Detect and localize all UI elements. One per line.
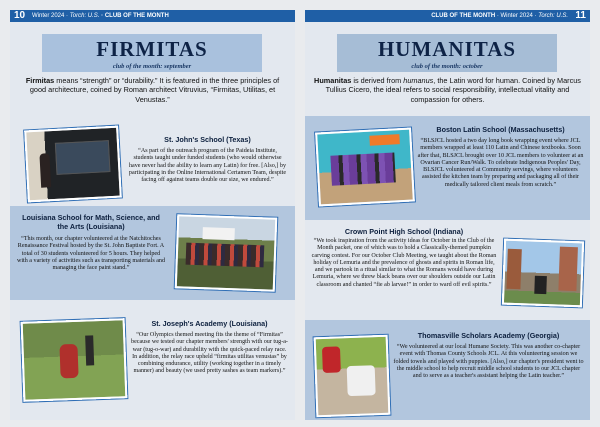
header-bar <box>10 10 295 22</box>
header-issue: Winter 2024 · <box>32 13 70 19</box>
school-block <box>305 320 590 420</box>
intro-text <box>313 76 582 104</box>
intro-term: Firmitas <box>25 76 55 85</box>
header-publication: Torch: U.S. <box>69 13 100 19</box>
school-quote: “We took inspiration from the activity ideas for October in the Club of the Month packet, one of which was to hold a Classically-themed pumpkin carving contest. For our October Club Meeting, we taught about the Roman holiday of Lemuria and the prevalence of ghosts and spirits in Roman life, and we partook in a ritual similar to what the Romans would have during Lemuria, where we threw black beans over our shoulders outside our Latin classroom and chanted “fie ab larvae!” in order to ward off evil spirits.” <box>311 238 497 288</box>
school-photo <box>175 214 278 291</box>
intro-body: , the Latin word for human. Coined by Marcus Tullius Cicero, the ideal refers to social responsibility, intellectual vitality and compassion for others. <box>325 76 581 104</box>
school-photo <box>315 128 415 207</box>
page-10 <box>10 10 295 420</box>
header-issue: · Winter 2024 · <box>495 13 539 19</box>
school-block <box>10 120 295 210</box>
school-name: Boston Latin School (Massachusetts) <box>436 125 565 134</box>
title-box <box>42 34 262 72</box>
school-block <box>10 206 295 300</box>
school-photo <box>314 335 391 418</box>
school-quote: “BLSJCL hosted a two day long book wrapping event where JCL members wrapped at least 110 Latin and Chinese textbooks. Soon after that, BLSJCL brought over 10 JCL members to volunteer at an Ovarian Cancer Run/Walk. To celebrate Indigenous Peoples' Day, BLSJCL volunteered at Community servings, where volunteers assisted the kitchen team by preparing and packaging all of their medically tailored client meals from scratch.” <box>417 138 584 188</box>
header-bar <box>305 10 590 22</box>
title-box <box>337 34 557 72</box>
header-section: CLUB OF THE MONTH <box>431 13 496 19</box>
intro-term: Humanitas <box>314 76 352 85</box>
school-quote: “This month, our chapter volunteered at the Natchitoches Renaissance Festival hosted by the St. John Baptiste Fort. A total of 30 students volunteered for 5 hours. They helped with a variety of activities such as transporting materials and managing the face paint stand.” <box>16 236 166 272</box>
school-name: Thomasville Scholars Academy (Georgia) <box>417 331 560 340</box>
school-name: St. John's School (Texas) <box>164 135 251 144</box>
school-quote: “Our Olympics themed meeting fits the theme of “Firmitas” because we tested our chapter members' strength with our tug-a-war (tug-o-war) and durability with the quick-paced relay race. In addition, the relay race upheld “firmitas utilitas venustas” by combining endurance, utility (working together in a timely manner) and beauty (we used pretty sashes as team markers).” <box>131 332 288 375</box>
page-subtitle: club of the month: september <box>112 63 192 70</box>
intro-text <box>18 76 287 104</box>
intro-italic-term: humanus <box>403 76 434 85</box>
page-subtitle: club of the month: october <box>411 63 483 70</box>
school-block <box>305 224 590 316</box>
intro-body: is derived from <box>351 76 404 85</box>
school-block <box>10 306 295 416</box>
page-title: FIRMITAS <box>96 37 208 61</box>
school-quote: “As part of the outreach program of the Paideia Institute, students taught under funded students (who would otherwise have never had the ability to learn any Latin) for free. [Also,] by participating in the Online International Certamen Team, despite facing off against teams double our size, we endured.” <box>128 148 287 184</box>
school-name: St. Joseph's Academy (Louisiana) <box>151 319 268 328</box>
school-block <box>305 116 590 220</box>
header-section: · CLUB OF THE MONTH <box>99 13 169 19</box>
school-name: Crown Point High School (Indiana) <box>344 227 464 236</box>
intro-body: means “strength” or “durability.” It is featured in the three principles of good architecture, coined by Roman architect Vitruvius, “Firmitas, Utilitas, et Venustas.” <box>29 76 280 104</box>
school-photo <box>24 126 122 203</box>
school-quote: “We volunteered at our local Humane Society. This was another co-chapter event with Thomas County Schools JCL. At this volunteering session we folded towels and played with puppies. [Also,] our chapter's president went to the middle school to help recruit middle school students to our JCL chapter and to serve as a teacher's assistant helping the Latin teacher.” <box>393 344 584 380</box>
page-number: 11 <box>575 10 586 21</box>
header-publication: Torch: U.S. <box>538 13 568 19</box>
page-number: 10 <box>14 10 26 21</box>
school-photo <box>21 318 128 402</box>
school-name: Louisiana School for Math, Science, and the Arts (Louisiana) <box>22 213 160 231</box>
page-title: HUMANITAS <box>377 37 517 61</box>
page-11 <box>305 10 590 420</box>
school-photo <box>502 239 584 308</box>
